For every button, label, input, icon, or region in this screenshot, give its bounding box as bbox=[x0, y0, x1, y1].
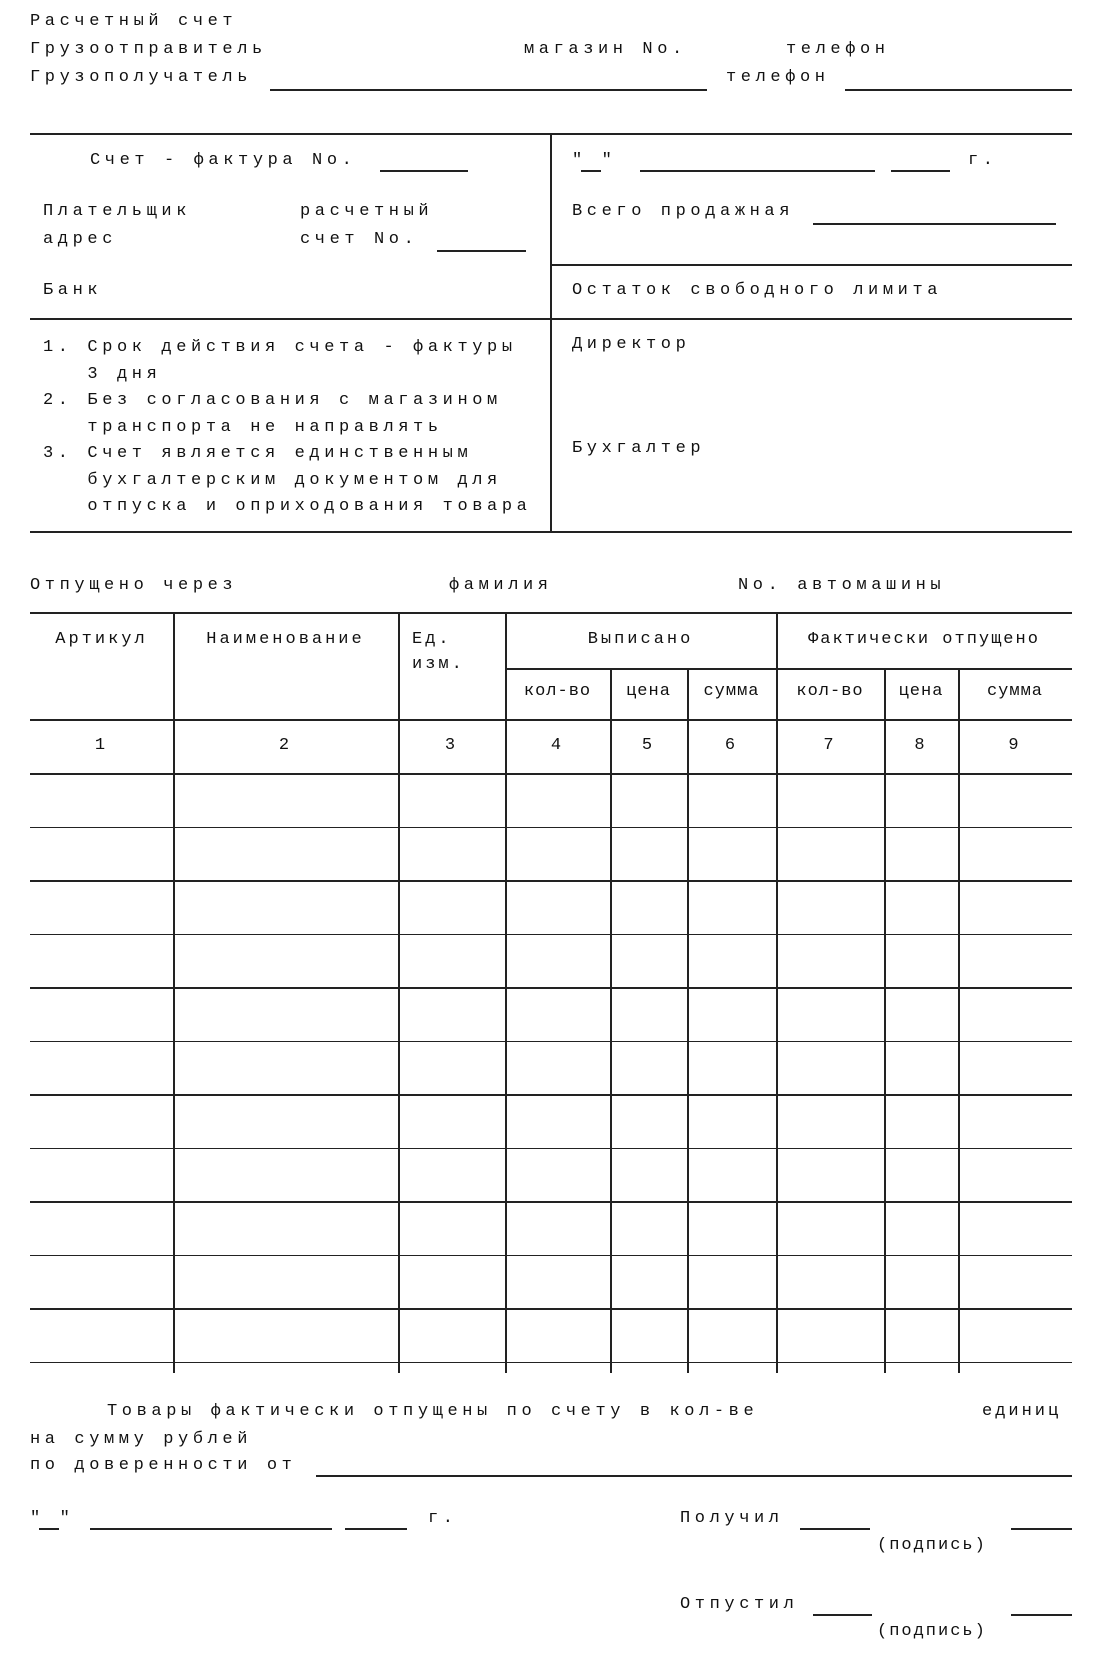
sum-rub-label: на сумму рублей bbox=[30, 1430, 253, 1449]
table-cell[interactable] bbox=[960, 1043, 1070, 1092]
column-number: 1 bbox=[94, 736, 109, 755]
column-number: 7 bbox=[823, 736, 837, 755]
consignee-underline bbox=[270, 89, 707, 91]
table-cell[interactable] bbox=[689, 936, 774, 985]
settlement-account-label: Расчетный счет bbox=[30, 12, 238, 31]
invoice-no-label: Счет - фактура No. bbox=[90, 151, 357, 170]
block-mid-line bbox=[30, 318, 1072, 320]
total-sale-underline bbox=[813, 223, 1056, 225]
table-cell[interactable] bbox=[507, 1096, 608, 1145]
column-number: 9 bbox=[1008, 736, 1022, 755]
table-cell[interactable] bbox=[960, 1150, 1070, 1199]
subheader-0: кол-во bbox=[523, 682, 592, 701]
footer-year-underline bbox=[345, 1528, 407, 1530]
released-name-underline bbox=[1011, 1614, 1072, 1616]
table-cell[interactable] bbox=[886, 1096, 956, 1145]
consignee-label: Грузополучатель bbox=[30, 68, 253, 87]
table-cell[interactable] bbox=[612, 775, 685, 824]
table-cell[interactable] bbox=[778, 882, 882, 931]
terms-item: бухгалтерским документом для bbox=[43, 470, 502, 490]
table-cell[interactable] bbox=[175, 936, 396, 985]
table-cell[interactable] bbox=[886, 1310, 956, 1359]
column-number: 4 bbox=[550, 736, 565, 755]
table-cell[interactable] bbox=[778, 1043, 882, 1092]
table-row-line bbox=[30, 1362, 1072, 1364]
released-via-label: Отпущено через bbox=[30, 576, 238, 595]
group-released: Фактически отпущено bbox=[808, 630, 1040, 649]
table-cell[interactable] bbox=[400, 936, 503, 985]
accountant-label: Бухгалтер bbox=[572, 439, 706, 458]
table-cell[interactable] bbox=[507, 936, 608, 985]
table-cell[interactable] bbox=[886, 989, 956, 1038]
table-cell[interactable] bbox=[507, 1257, 608, 1306]
table-cell[interactable] bbox=[612, 1203, 685, 1252]
column-number: 5 bbox=[641, 736, 656, 755]
table-cell[interactable] bbox=[886, 1203, 956, 1252]
table-cell[interactable] bbox=[886, 1043, 956, 1092]
table-cell[interactable] bbox=[612, 1150, 685, 1199]
phone-label: телефон bbox=[786, 40, 890, 59]
table-cell[interactable] bbox=[778, 1257, 882, 1306]
footer-date-day: " " bbox=[30, 1509, 75, 1528]
table-cell[interactable] bbox=[689, 1310, 774, 1359]
table-cell[interactable] bbox=[400, 829, 503, 878]
table-cell[interactable] bbox=[400, 882, 503, 931]
table-cell[interactable] bbox=[32, 1203, 171, 1252]
store-no-label: магазин No. bbox=[524, 40, 687, 59]
column-number: 2 bbox=[278, 736, 293, 755]
column-number: 3 bbox=[444, 736, 459, 755]
table-cell[interactable] bbox=[612, 882, 685, 931]
table-cell[interactable] bbox=[32, 1310, 171, 1359]
table-cell[interactable] bbox=[778, 936, 882, 985]
terms-item: 3 дня bbox=[43, 364, 162, 384]
table-cell[interactable] bbox=[778, 829, 882, 878]
table-cell[interactable] bbox=[175, 1310, 396, 1359]
invoice-year-label: г. bbox=[968, 151, 998, 170]
table-cell[interactable] bbox=[689, 882, 774, 931]
released-sign-underline bbox=[813, 1614, 872, 1616]
date-day-underline bbox=[581, 170, 601, 172]
table-cell[interactable] bbox=[886, 775, 956, 824]
table-cell[interactable] bbox=[960, 1203, 1070, 1252]
table-cell[interactable] bbox=[612, 989, 685, 1038]
subheader-4: цена bbox=[898, 682, 944, 701]
surname-label: фамилия bbox=[449, 576, 553, 595]
subheader-3: кол-во bbox=[796, 682, 864, 701]
table-cell[interactable] bbox=[175, 829, 396, 878]
table-cell[interactable] bbox=[32, 1096, 171, 1145]
table-cell[interactable] bbox=[175, 1150, 396, 1199]
table-cell[interactable] bbox=[689, 1257, 774, 1306]
total-sale-label: Всего продажная bbox=[572, 202, 795, 221]
date-month-underline bbox=[640, 170, 875, 172]
terms-item: 3. Счет является единственным bbox=[43, 444, 473, 463]
table-cell[interactable] bbox=[507, 1310, 608, 1359]
table-cell[interactable] bbox=[400, 1096, 503, 1145]
table-cell[interactable] bbox=[778, 1310, 882, 1359]
table-top-line bbox=[30, 612, 1072, 614]
invoice-date-day: " " bbox=[572, 151, 617, 170]
subheader-5: сумма bbox=[986, 682, 1043, 701]
col-unit-1: Ед. bbox=[412, 630, 452, 649]
table-cell[interactable] bbox=[32, 989, 171, 1038]
free-limit-label: Остаток свободного лимита bbox=[572, 281, 943, 300]
table-cell[interactable] bbox=[689, 1096, 774, 1145]
table-cell[interactable] bbox=[175, 1203, 396, 1252]
table-cell[interactable] bbox=[32, 775, 171, 824]
col-unit-2: изм. bbox=[412, 655, 465, 674]
table-cell[interactable] bbox=[689, 1150, 774, 1199]
table-cell[interactable] bbox=[507, 829, 608, 878]
table-cell[interactable] bbox=[612, 1096, 685, 1145]
table-cell[interactable] bbox=[886, 882, 956, 931]
table-cell[interactable] bbox=[32, 1257, 171, 1306]
table-cell[interactable] bbox=[689, 775, 774, 824]
terms-item: 2. Без согласования с магазином bbox=[43, 391, 502, 410]
table-cell[interactable] bbox=[886, 1150, 956, 1199]
footer-month-underline bbox=[90, 1528, 332, 1530]
column-number: 8 bbox=[914, 736, 928, 755]
table-cell[interactable] bbox=[612, 1043, 685, 1092]
consignee-phone-label: телефон bbox=[726, 68, 830, 87]
date-year-underline bbox=[891, 170, 950, 172]
table-cell[interactable] bbox=[175, 989, 396, 1038]
address-label: адрес bbox=[43, 230, 118, 249]
table-cell[interactable] bbox=[507, 882, 608, 931]
payer-label: Плательщик bbox=[43, 202, 192, 221]
signature-hint-received: (подпись) bbox=[877, 1536, 987, 1555]
table-header-bottom bbox=[30, 719, 1072, 721]
units-label: единиц bbox=[982, 1402, 1062, 1421]
received-name-underline bbox=[1011, 1528, 1072, 1530]
table-cell[interactable] bbox=[400, 989, 503, 1038]
table-cell[interactable] bbox=[778, 1203, 882, 1252]
terms-item: транспорта не направлять bbox=[43, 417, 443, 437]
table-cell[interactable] bbox=[689, 829, 774, 878]
table-cell[interactable] bbox=[507, 775, 608, 824]
table-cell[interactable] bbox=[960, 1257, 1070, 1306]
table-cell[interactable] bbox=[778, 1096, 882, 1145]
block-bottom-line bbox=[30, 531, 1072, 533]
table-cell[interactable] bbox=[778, 775, 882, 824]
director-label: Директор bbox=[572, 335, 691, 354]
signature-hint-released: (подпись) bbox=[877, 1622, 987, 1641]
table-cell[interactable] bbox=[507, 989, 608, 1038]
group-issued: Выписано bbox=[587, 630, 694, 649]
table-cell[interactable] bbox=[960, 936, 1070, 985]
table-cell[interactable] bbox=[400, 1310, 503, 1359]
footer-day-underline bbox=[39, 1528, 59, 1530]
table-cell[interactable] bbox=[175, 1096, 396, 1145]
proxy-label: по доверенности от bbox=[30, 1456, 297, 1475]
table-cell[interactable] bbox=[689, 1043, 774, 1092]
table-cell[interactable] bbox=[960, 829, 1070, 878]
table-cell[interactable] bbox=[32, 936, 171, 985]
table-cell[interactable] bbox=[960, 1310, 1070, 1359]
table-cell[interactable] bbox=[32, 1150, 171, 1199]
table-cell[interactable] bbox=[960, 989, 1070, 1038]
table-cell[interactable] bbox=[400, 1150, 503, 1199]
table-cell[interactable] bbox=[32, 882, 171, 931]
footer-year-label: г. bbox=[428, 1509, 458, 1528]
table-cell[interactable] bbox=[400, 1043, 503, 1092]
table-cell[interactable] bbox=[689, 989, 774, 1038]
table-cell[interactable] bbox=[960, 882, 1070, 931]
invoice-no-underline bbox=[380, 170, 468, 172]
col-name: Наименование bbox=[206, 630, 365, 649]
table-cell[interactable] bbox=[886, 936, 956, 985]
proxy-underline bbox=[316, 1475, 1072, 1477]
table-cell[interactable] bbox=[960, 1096, 1070, 1145]
table-cell[interactable] bbox=[612, 829, 685, 878]
terms-item: отпуска и оприходования товара bbox=[43, 497, 532, 516]
account-label-2: счет No. bbox=[300, 230, 419, 249]
table-cell[interactable] bbox=[612, 1257, 685, 1306]
block-divider bbox=[550, 134, 552, 532]
table-cell[interactable] bbox=[175, 775, 396, 824]
table-cell[interactable] bbox=[400, 1203, 503, 1252]
table-cell[interactable] bbox=[507, 1043, 608, 1092]
table-cell[interactable] bbox=[778, 1150, 882, 1199]
released-by-label: Отпустил bbox=[680, 1595, 799, 1614]
column-number: 6 bbox=[724, 736, 739, 755]
terms-list bbox=[43, 335, 548, 521]
table-cell[interactable] bbox=[32, 1043, 171, 1092]
table-cell[interactable] bbox=[689, 1203, 774, 1252]
received-sign-underline bbox=[800, 1528, 870, 1530]
table-cell[interactable] bbox=[400, 1257, 503, 1306]
table-cell[interactable] bbox=[175, 882, 396, 931]
account-no-underline bbox=[437, 250, 526, 252]
subheader-2: сумма bbox=[703, 682, 760, 701]
vehicle-no-label: No. автомашины bbox=[738, 576, 946, 595]
account-label-1: расчетный bbox=[300, 202, 434, 221]
terms-item: 1. Срок действия счета - фактуры bbox=[43, 338, 517, 357]
table-cell[interactable] bbox=[612, 936, 685, 985]
bank-label: Банк bbox=[43, 281, 103, 300]
shipper-label: Грузоотправитель bbox=[30, 40, 267, 59]
col-article: Артикул bbox=[55, 630, 148, 649]
table-cell[interactable] bbox=[960, 775, 1070, 824]
table-cell[interactable] bbox=[175, 1257, 396, 1306]
table-cell[interactable] bbox=[612, 1310, 685, 1359]
table-cell[interactable] bbox=[886, 1257, 956, 1306]
table-cell[interactable] bbox=[886, 829, 956, 878]
received-label: Получил bbox=[680, 1509, 784, 1528]
block-right-line bbox=[551, 264, 1072, 266]
table-subheader-line bbox=[505, 668, 1072, 670]
table-cell[interactable] bbox=[400, 775, 503, 824]
released-qty-text: Товары фактически отпущены по счету в кол-ве bbox=[107, 1402, 759, 1421]
phone-underline bbox=[845, 89, 1072, 91]
table-cell[interactable] bbox=[778, 989, 882, 1038]
subheader-1: цена bbox=[626, 682, 671, 701]
table-cell[interactable] bbox=[175, 1043, 396, 1092]
table-cell[interactable] bbox=[507, 1203, 608, 1252]
table-cell[interactable] bbox=[507, 1150, 608, 1199]
table-cell[interactable] bbox=[32, 829, 171, 878]
